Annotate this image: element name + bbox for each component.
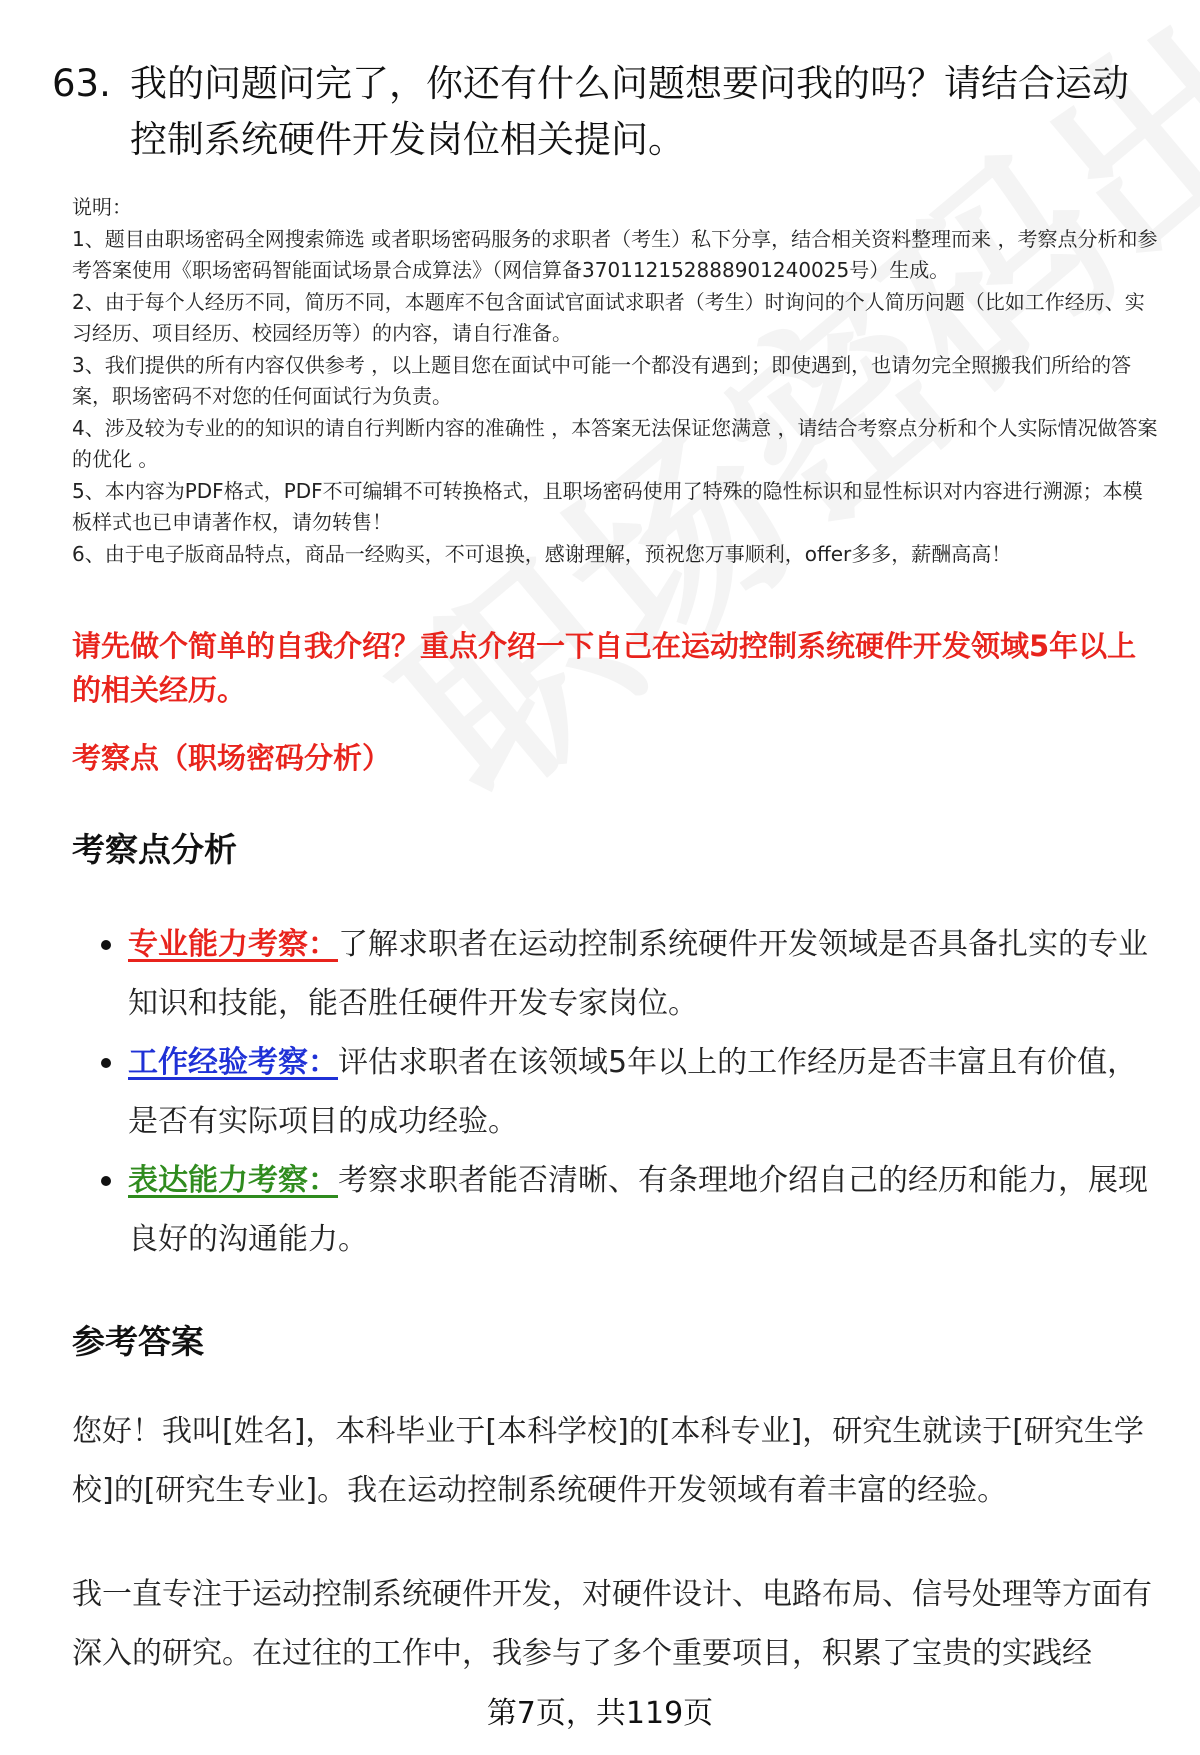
- analysis-tag: 专业能力考察：: [128, 927, 338, 962]
- answer-paragraph: [72, 1402, 1152, 1520]
- analysis-text: 了解求职者在运动控制系统硬件开发领域是否具备扎实的专业知识和技能，能否胜任硬件开发专家岗位。: [128, 927, 1148, 1021]
- analysis-text: 评估求职者在该领域5年以上的工作经历是否丰富且有价值，是否有实际项目的成功经验。: [128, 1045, 1138, 1139]
- analysis-tag: 表达能力考察：: [128, 1163, 338, 1198]
- notes-heading: 说明：: [72, 195, 132, 219]
- question-title-text: 我的问题问完了，你还有什么问题想要问我的吗？请结合运动控制系统硬件开发岗位相关提问。: [130, 62, 1129, 161]
- note-item: 4、涉及较为专业的的知识的请自行判断内容的准确性 ，本答案无法保证您满意 ，请结合考察点分析和个人实际情况做答案的优化 。: [72, 415, 1158, 471]
- analysis-list: [72, 915, 1152, 1269]
- answer-paragraph: [72, 1565, 1152, 1683]
- analysis-heading: 考察点分析: [72, 830, 237, 869]
- answer-text: 您好！我叫[姓名]，本科毕业于[本科学校]的[本科专业]，研究生就读于[研究生学校]的[研究生专业]。我在运动控制系统硬件开发领域有着丰富的经验。: [72, 1414, 1144, 1508]
- analysis-tag: 工作经验考察：: [128, 1045, 338, 1080]
- note-item: 6、由于电子版商品特点，商品一经购买，不可退换，感谢理解，预祝您万事顺利，offer多多，薪酬高高！: [72, 541, 1012, 566]
- page-footer: 第7页，共119页: [486, 1696, 714, 1731]
- note-item: 3、我们提供的所有内容仅供参考 ，以上题目您在面试中可能一个都没有遇到；即使遇到，也请勿完全照搬我们所给的答案，职场密码不对您的任何面试行为负责。: [72, 352, 1132, 408]
- note-item: 1、题目由职场密码全网搜索筛选 或者职场密码服务的求职者（考生）私下分享，结合相关资料整理而来 ，考察点分析和参考答案使用《职场密码智能面试场景合成算法》（网信算备370112152888901240025号）生成。: [72, 226, 1158, 282]
- bullet-icon: [101, 1058, 111, 1068]
- note-item: 2、由于每个人经历不同，简历不同，本题库不包含面试官面试求职者（考生）时询问的个人简历问题（比如工作经历、实习经历、项目经历、校园经历等）的内容，请自行准备。: [72, 289, 1145, 345]
- analysis-item: [72, 1151, 1152, 1269]
- answer-heading: 参考答案: [72, 1322, 204, 1361]
- note-item: 5、本内容为PDF格式，PDF不可编辑不可转换格式，且职场密码使用了特殊的隐性标识和显性标识对内容进行溯源；本模板样式也已申请著作权，请勿转售！: [72, 478, 1143, 534]
- notes-section: [72, 192, 1158, 570]
- bullet-icon: [101, 940, 111, 950]
- answer-text: 我一直专注于运动控制系统硬件开发，对硬件设计、电路布局、信号处理等方面有深入的研究。在过往的工作中，我参与了多个重要项目，积累了宝贵的实践经: [72, 1577, 1152, 1671]
- bullet-icon: [101, 1176, 111, 1186]
- kaocha-label: 考察点（职场密码分析）: [72, 741, 392, 775]
- analysis-item: [72, 915, 1152, 1033]
- question-title: [52, 56, 1152, 168]
- interview-question: 请先做个简单的自我介绍？重点介绍一下自己在运动控制系统硬件开发领域5年以上的相关经历。: [72, 629, 1137, 707]
- analysis-item: [72, 1033, 1152, 1151]
- analysis-text: 考察求职者能否清晰、有条理地介绍自己的经历和能力，展现良好的沟通能力。: [128, 1163, 1148, 1257]
- question-number: 63.: [52, 62, 111, 105]
